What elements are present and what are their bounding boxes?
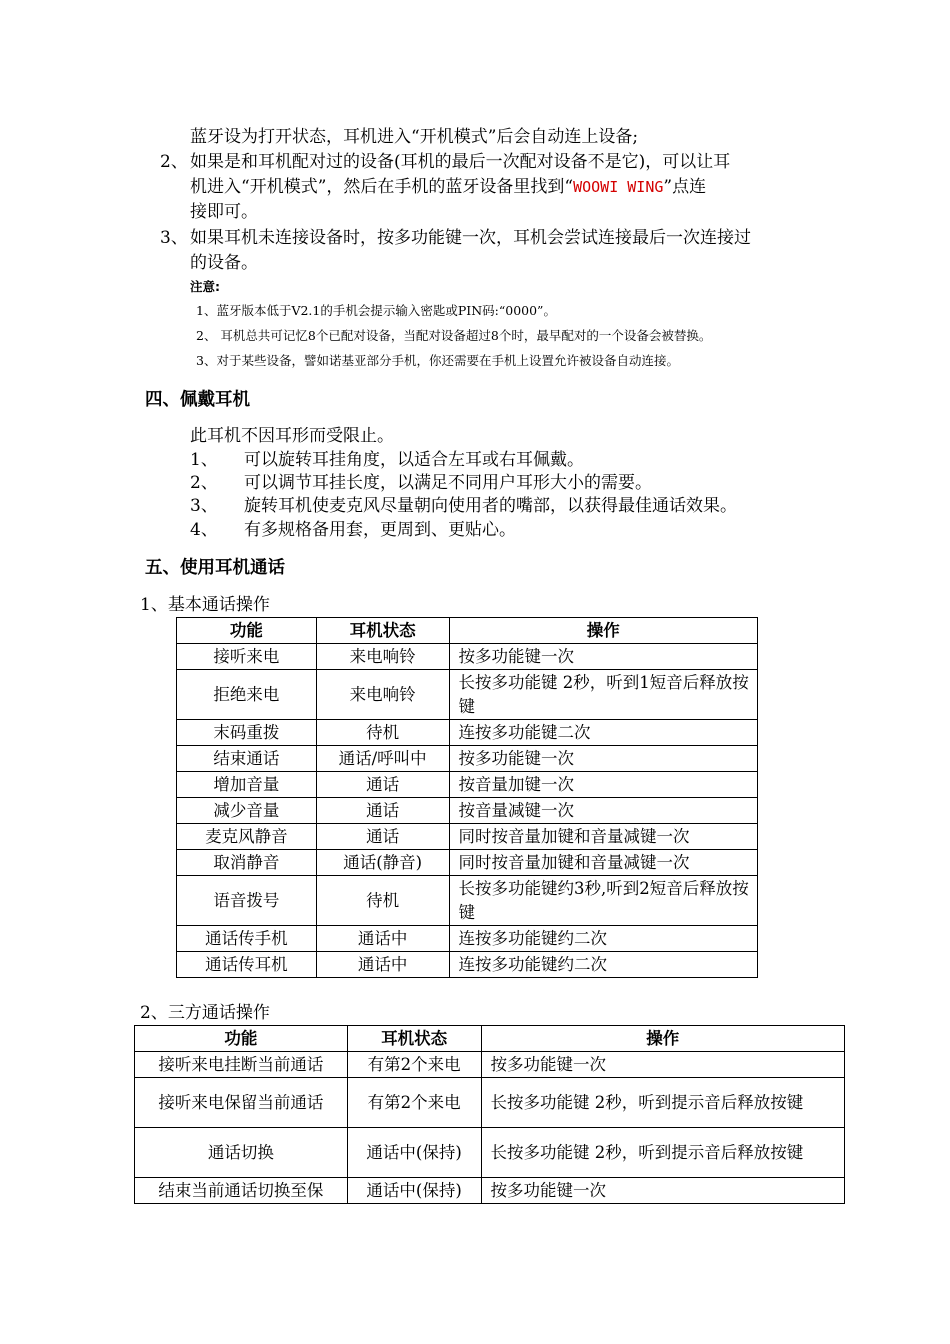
cell-operation: 按多功能键一次 bbox=[481, 1052, 844, 1078]
note-2: 2、 耳机总共可记忆8个已配对设备，当配对设备超过8个时，最早配对的一个设备会被替换。 bbox=[196, 328, 712, 343]
cell-status: 通话中 bbox=[316, 926, 449, 952]
table-header-row bbox=[177, 618, 758, 644]
list-item-3-line-2: 的设备。 bbox=[190, 253, 258, 273]
cell-operation: 连按多功能键约二次 bbox=[449, 926, 757, 952]
three-way-call-table bbox=[134, 1025, 845, 1204]
s4-item-4-text: 有多规格备用套，更周到、更贴心。 bbox=[244, 520, 516, 540]
cell-operation: 长按多功能键约3秒,听到2短音后释放按键 bbox=[449, 876, 757, 926]
cell-function: 麦克风静音 bbox=[177, 824, 317, 850]
cell-operation: 长按多功能键 2秒，听到提示音后释放按键 bbox=[481, 1128, 844, 1178]
list-item-2-text-a: 机进入“开机模式”，然后在手机的蓝牙设备里找到“ bbox=[190, 177, 574, 197]
s4-item-1-text: 可以旋转耳挂角度，以适合左耳或右耳佩戴。 bbox=[244, 450, 584, 470]
cell-function: 接听来电挂断当前通话 bbox=[135, 1052, 348, 1078]
cell-status: 通话 bbox=[316, 772, 449, 798]
cell-operation: 连按多功能键二次 bbox=[449, 720, 757, 746]
cell-status: 待机 bbox=[316, 720, 449, 746]
table-row bbox=[177, 850, 758, 876]
table-row bbox=[177, 670, 758, 720]
s4-item-2-num: 2、 bbox=[190, 473, 218, 493]
table-row bbox=[135, 1052, 845, 1078]
col-header-function: 功能 bbox=[135, 1026, 348, 1052]
intro-line-1: 蓝牙设为打开状态，耳机进入“开机模式”后会自动连上设备; bbox=[190, 127, 639, 147]
cell-operation: 长按多功能键 2秒，听到1短音后释放按键 bbox=[449, 670, 757, 720]
table-row bbox=[135, 1128, 845, 1178]
table-row bbox=[177, 772, 758, 798]
s4-item-4-num: 4、 bbox=[190, 520, 218, 540]
cell-function: 结束通话 bbox=[177, 746, 317, 772]
col-header-function: 功能 bbox=[177, 618, 317, 644]
list-number-3: 3、 bbox=[160, 228, 188, 248]
cell-status: 来电响铃 bbox=[316, 644, 449, 670]
cell-status: 通话中(保持) bbox=[347, 1128, 481, 1178]
list-item-2-text-b: ”点连 bbox=[663, 177, 707, 197]
table-1-caption: 1、基本通话操作 bbox=[140, 595, 270, 615]
list-item-2-line-1: 如果是和耳机配对过的设备(耳机的最后一次配对设备不是它)，可以让耳 bbox=[190, 152, 731, 172]
cell-function: 接听来电保留当前通话 bbox=[135, 1078, 348, 1128]
list-item-2-line-2 bbox=[190, 175, 706, 199]
cell-status: 通话/呼叫中 bbox=[316, 746, 449, 772]
cell-function: 通话传手机 bbox=[177, 926, 317, 952]
cell-operation: 连按多功能键约二次 bbox=[449, 952, 757, 978]
table-row bbox=[177, 746, 758, 772]
s4-item-1-num: 1、 bbox=[190, 450, 218, 470]
device-name: WOOWI WING bbox=[573, 178, 664, 196]
cell-operation: 同时按音量加键和音量减键一次 bbox=[449, 824, 757, 850]
table-2-caption: 2、三方通话操作 bbox=[140, 1003, 270, 1023]
notes-title: 注意: bbox=[190, 279, 220, 294]
cell-status: 通话(静音) bbox=[316, 850, 449, 876]
s4-item-3-text: 旋转耳机使麦克风尽量朝向使用者的嘴部，以获得最佳通话效果。 bbox=[244, 496, 737, 516]
table-row bbox=[177, 720, 758, 746]
cell-status: 通话中(保持) bbox=[347, 1178, 481, 1204]
col-header-operation: 操作 bbox=[481, 1026, 844, 1052]
table-header-row bbox=[135, 1026, 845, 1052]
cell-operation: 按音量加键一次 bbox=[449, 772, 757, 798]
basic-call-table bbox=[176, 617, 758, 978]
cell-status: 通话 bbox=[316, 798, 449, 824]
table-row bbox=[177, 824, 758, 850]
s4-item-3-num: 3、 bbox=[190, 496, 218, 516]
note-3: 3、对于某些设备，譬如诺基亚部分手机，你还需要在手机上设置允许被设备自动连接。 bbox=[196, 353, 679, 368]
cell-function: 通话传耳机 bbox=[177, 952, 317, 978]
cell-function: 拒绝来电 bbox=[177, 670, 317, 720]
table-row bbox=[177, 952, 758, 978]
table-row bbox=[135, 1078, 845, 1128]
s4-item-2-text: 可以调节耳挂长度，以满足不同用户耳形大小的需要。 bbox=[244, 473, 652, 493]
cell-status: 来电响铃 bbox=[316, 670, 449, 720]
cell-status: 有第2个来电 bbox=[347, 1078, 481, 1128]
table-row bbox=[177, 798, 758, 824]
cell-status: 通话 bbox=[316, 824, 449, 850]
cell-function: 增加音量 bbox=[177, 772, 317, 798]
cell-function: 末码重拨 bbox=[177, 720, 317, 746]
note-1: 1、蓝牙版本低于V2.1的手机会提示输入密匙或PIN码:“0000”。 bbox=[196, 303, 556, 318]
section-4-heading: 四、佩戴耳机 bbox=[145, 390, 250, 410]
col-header-operation: 操作 bbox=[449, 618, 757, 644]
cell-status: 待机 bbox=[316, 876, 449, 926]
table-row bbox=[177, 876, 758, 926]
cell-operation: 按多功能键一次 bbox=[481, 1178, 844, 1204]
cell-operation: 按多功能键一次 bbox=[449, 746, 757, 772]
col-header-status: 耳机状态 bbox=[316, 618, 449, 644]
section-4-intro: 此耳机不因耳形而受限止。 bbox=[190, 426, 394, 446]
section-5-heading: 五、使用耳机通话 bbox=[145, 558, 285, 578]
table-row bbox=[135, 1178, 845, 1204]
cell-function: 语音拨号 bbox=[177, 876, 317, 926]
cell-status: 通话中 bbox=[316, 952, 449, 978]
cell-function: 取消静音 bbox=[177, 850, 317, 876]
cell-operation: 同时按音量加键和音量减键一次 bbox=[449, 850, 757, 876]
cell-function: 结束当前通话切换至保 bbox=[135, 1178, 348, 1204]
list-item-2-line-3: 接即可。 bbox=[190, 202, 258, 222]
cell-function: 减少音量 bbox=[177, 798, 317, 824]
list-number-2: 2、 bbox=[160, 152, 188, 172]
table-row bbox=[177, 644, 758, 670]
table-row bbox=[177, 926, 758, 952]
list-item-3-line-1: 如果耳机未连接设备时，按多功能键一次，耳机会尝试连接最后一次连接过 bbox=[190, 228, 751, 248]
cell-operation: 按音量减键一次 bbox=[449, 798, 757, 824]
cell-operation: 按多功能键一次 bbox=[449, 644, 757, 670]
cell-function: 接听来电 bbox=[177, 644, 317, 670]
cell-operation: 长按多功能键 2秒，听到提示音后释放按键 bbox=[481, 1078, 844, 1128]
col-header-status: 耳机状态 bbox=[347, 1026, 481, 1052]
cell-function: 通话切换 bbox=[135, 1128, 348, 1178]
cell-status: 有第2个来电 bbox=[347, 1052, 481, 1078]
